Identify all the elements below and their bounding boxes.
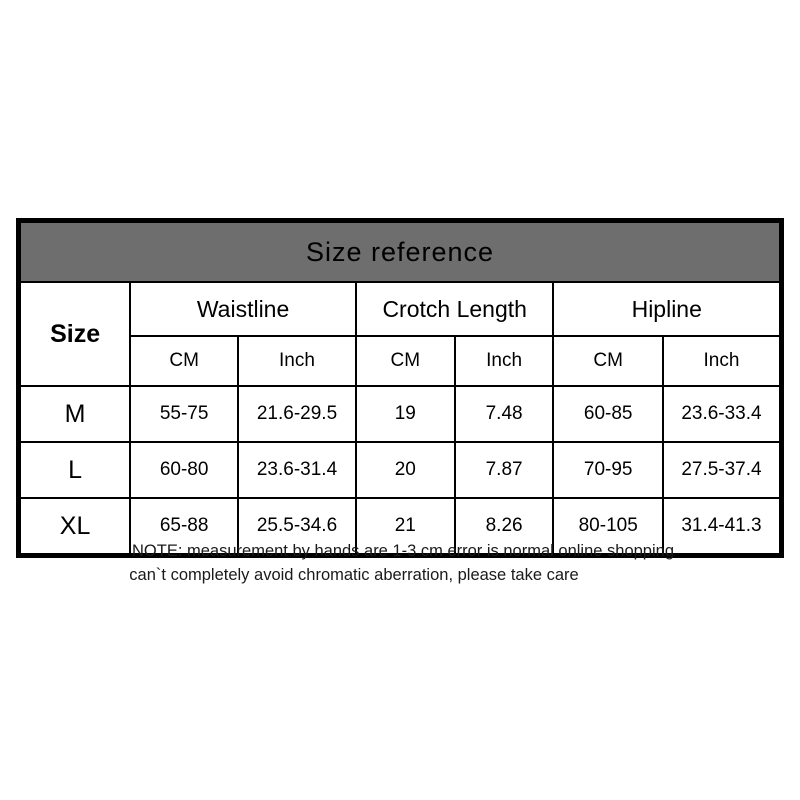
header-crotch-length: Crotch Length	[356, 282, 554, 336]
cell-size: L	[20, 442, 130, 498]
cell-crotch-cm: 21	[356, 498, 455, 554]
measurement-note	[16, 540, 784, 588]
table-row	[20, 442, 780, 498]
cell-hip-inch: 23.6-33.4	[663, 386, 780, 442]
table-row	[20, 386, 780, 442]
cell-crotch-inch: 7.48	[455, 386, 554, 442]
header-waist-cm: CM	[130, 336, 238, 386]
note-line-2: can`t completely avoid chromatic aberration, please take care	[129, 565, 579, 584]
table-title-row	[20, 222, 780, 282]
header-waist-inch: Inch	[238, 336, 356, 386]
group-header-row	[20, 282, 780, 336]
cell-hip-inch: 31.4-41.3	[663, 498, 780, 554]
cell-waist-cm: 55-75	[130, 386, 238, 442]
cell-hip-inch: 27.5-37.4	[663, 442, 780, 498]
cell-hip-cm: 60-85	[553, 386, 662, 442]
size-reference-table	[19, 221, 781, 555]
cell-hip-cm: 70-95	[553, 442, 662, 498]
cell-waist-cm: 60-80	[130, 442, 238, 498]
header-size: Size	[20, 282, 130, 386]
header-hip-cm: CM	[553, 336, 662, 386]
size-reference-table-container	[16, 218, 784, 558]
cell-waist-inch: 21.6-29.5	[238, 386, 356, 442]
unit-header-row	[20, 336, 780, 386]
cell-crotch-inch: 7.87	[455, 442, 554, 498]
header-hip-inch: Inch	[663, 336, 780, 386]
note-line-1: NOTE: measurement by hands are 1-3 cm error is normal online shopping	[132, 542, 674, 560]
header-hipline: Hipline	[553, 282, 780, 336]
cell-crotch-inch: 8.26	[455, 498, 554, 554]
cell-waist-inch: 25.5-34.6	[238, 498, 356, 554]
cell-crotch-cm: 19	[356, 386, 455, 442]
header-crotch-inch: Inch	[455, 336, 554, 386]
table-title: Size reference	[20, 222, 780, 282]
cell-waist-cm: 65-88	[130, 498, 238, 554]
cell-hip-cm: 80-105	[553, 498, 662, 554]
cell-size: XL	[20, 498, 130, 554]
cell-size: M	[20, 386, 130, 442]
header-crotch-cm: CM	[356, 336, 455, 386]
cell-crotch-cm: 20	[356, 442, 455, 498]
cell-waist-inch: 23.6-31.4	[238, 442, 356, 498]
header-waistline: Waistline	[130, 282, 356, 336]
